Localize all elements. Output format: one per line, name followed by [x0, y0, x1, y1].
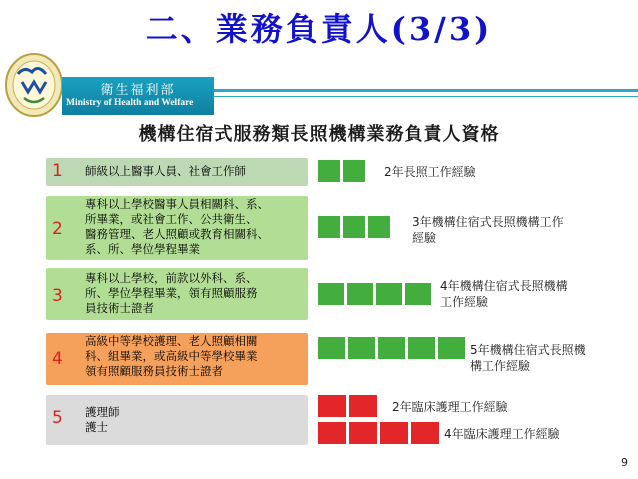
row-text: 專科以上學校醫事人員相關科、系、 所畢業，或社會工作、公共衛生、 醫務管理、老人照顧或教育相關科、 系、所、學位學程畢業: [85, 197, 269, 256]
year-block: [343, 160, 365, 182]
experience-bars-green: [318, 283, 431, 305]
ministry-name-zh: 衛生福利部: [100, 83, 176, 98]
year-block: [408, 337, 435, 359]
row-text: 師級以上醫事人員、社會工作師: [85, 164, 246, 178]
row-number: 3: [52, 286, 63, 306]
row-text: 高級中等學校護理、老人照顧相關 科、組畢業，或高級中等學校畢業 領有照顧服務員技術士證者: [85, 334, 258, 378]
year-block: [438, 337, 465, 359]
year-block: [318, 283, 344, 305]
year-block: [318, 337, 345, 359]
year-block: [318, 160, 340, 182]
ministry-banner: [62, 77, 214, 115]
row-text: 專科以上學校，前款以外科、系、 所、學位學程畢業，領有照顧服務 員技術士證者: [85, 271, 258, 315]
row-number: 1: [52, 161, 63, 181]
ministry-logo: [4, 52, 64, 118]
row-text: 護理師 護士: [85, 405, 120, 434]
ministry-name-en: Ministry of Health and Welfare: [66, 98, 194, 108]
year-block: [318, 395, 346, 417]
year-block: [318, 422, 346, 444]
requirement-label: 5年機構住宿式長照機 構工作經驗: [470, 343, 586, 373]
year-block: [405, 283, 431, 305]
requirement-label: 2年臨床護理工作經驗: [392, 400, 508, 414]
year-block: [348, 337, 375, 359]
header-divider-thin: [214, 96, 638, 97]
experience-bars-green: [318, 216, 390, 238]
experience-bars-red: [318, 422, 439, 444]
year-block: [411, 422, 439, 444]
experience-bars-green: [318, 337, 465, 359]
year-block: [380, 422, 408, 444]
year-block: [378, 337, 405, 359]
year-block: [368, 216, 390, 238]
year-block: [343, 216, 365, 238]
requirement-label: 3年機構住宿式長照機構工作 經驗: [412, 215, 564, 245]
section-subtitle: 機構住宿式服務類長照機構業務負責人資格: [138, 124, 500, 145]
requirement-label: 4年機構住宿式長照機構 工作經驗: [440, 279, 568, 309]
experience-bars-red: [318, 395, 377, 417]
page-number: 9: [621, 456, 628, 469]
row-number: 2: [52, 219, 63, 239]
row-number: 4: [52, 349, 63, 369]
year-block: [347, 283, 373, 305]
requirement-label: 4年臨床護理工作經驗: [444, 427, 560, 441]
requirement-label: 2年長照工作經驗: [384, 165, 476, 179]
year-block: [349, 422, 377, 444]
year-block: [318, 216, 340, 238]
row-number: 5: [52, 408, 63, 428]
year-block: [349, 395, 377, 417]
page-title: 二、業務負責人(3/3): [145, 10, 493, 48]
experience-bars-green: [318, 160, 365, 182]
header-divider: [214, 89, 638, 92]
year-block: [376, 283, 402, 305]
